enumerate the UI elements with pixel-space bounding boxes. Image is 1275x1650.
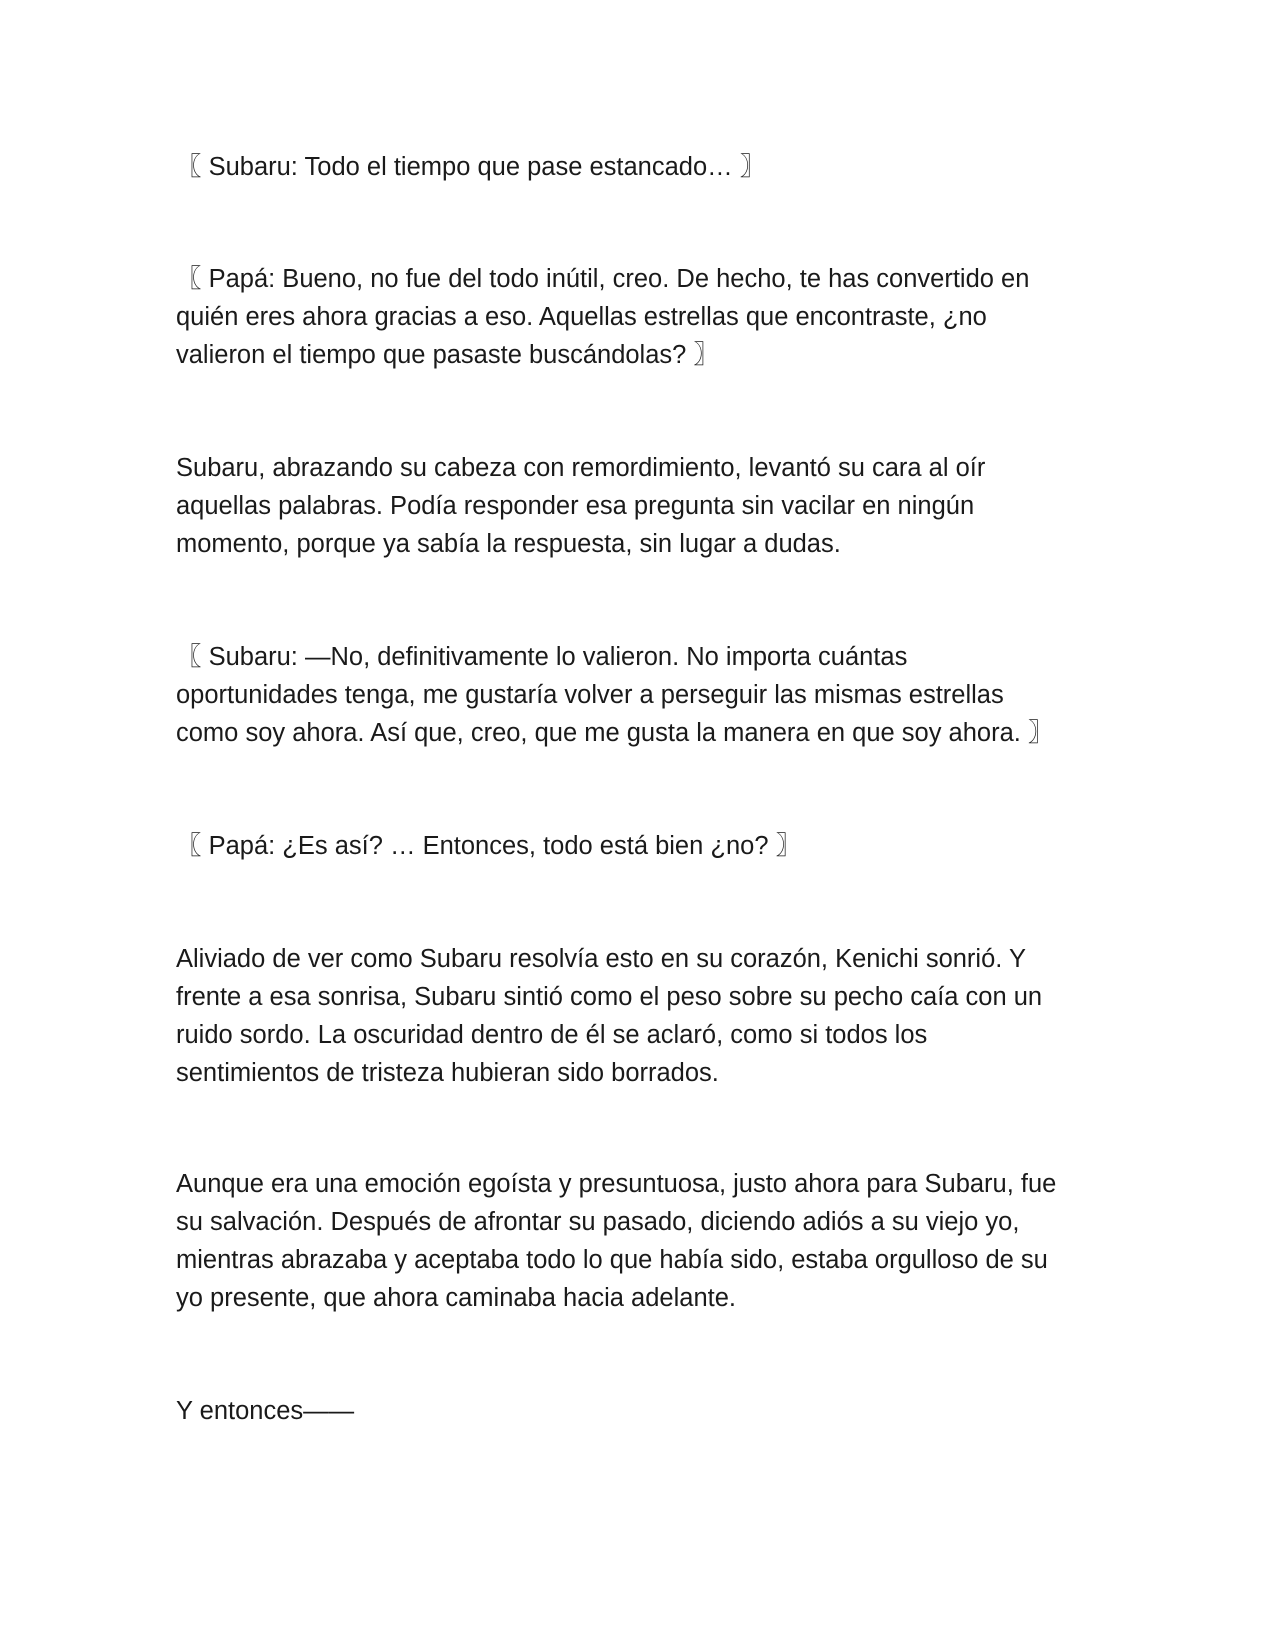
text-line: quién eres ahora gracias a eso. Aquellas estrellas que encontraste, ¿no bbox=[176, 303, 987, 331]
text-line: yo presente, que ahora caminaba hacia adelante. bbox=[176, 1284, 736, 1312]
text-line: momento, porque ya sabía la respuesta, sin lugar a dudas. bbox=[176, 530, 841, 558]
narration-subaru-raises-face bbox=[176, 449, 1106, 563]
text-line: 〖 Papá: ¿Es así? … Entonces, todo está bien ¿no? 〗 bbox=[176, 832, 802, 860]
text-line: mientras abrazaba y aceptaba todo lo que había sido, estaba orgulloso de su bbox=[176, 1246, 1048, 1274]
narration-salvation bbox=[176, 1165, 1106, 1317]
text-line: Aunque era una emoción egoísta y presuntuosa, justo ahora para Subaru, fue bbox=[176, 1170, 1057, 1198]
dialogue-subaru-worth-it bbox=[176, 638, 1106, 752]
text-line: 〖 Papá: Bueno, no fue del todo inútil, creo. De hecho, te has convertido en bbox=[176, 265, 1030, 293]
dialogue-papa-not-useless bbox=[176, 260, 1106, 374]
text-line: 〖 Subaru: —No, definitivamente lo valieron. No importa cuántas bbox=[176, 643, 908, 671]
text-line: ruido sordo. La oscuridad dentro de él se aclaró, como si todos los bbox=[176, 1021, 928, 1049]
text-line: frente a esa sonrisa, Subaru sintió como el peso sobre su pecho caía con un bbox=[176, 983, 1043, 1011]
text-line: sentimientos de tristeza hubieran sido borrados. bbox=[176, 1059, 719, 1087]
dialogue-papa-all-good bbox=[176, 827, 1106, 865]
text-line: Aliviado de ver como Subaru resolvía esto en su corazón, Kenichi sonrió. Y bbox=[176, 945, 1026, 973]
text-line: Y entonces—— bbox=[176, 1397, 355, 1425]
text-line: su salvación. Después de afrontar su pasado, diciendo adiós a su viejo yo, bbox=[176, 1208, 1020, 1236]
text-line: como soy ahora. Así que, creo, que me gusta la manera en que soy ahora. 〗 bbox=[176, 719, 1054, 747]
text-line: aquellas palabras. Podía responder esa pregunta sin vacilar en ningún bbox=[176, 492, 975, 520]
text-line: 〖 Subaru: Todo el tiempo que pase estancado… 〗 bbox=[176, 153, 766, 181]
text-line: valieron el tiempo que pasaste buscándolas? 〗 bbox=[176, 341, 719, 369]
text-line: Subaru, abrazando su cabeza con remordimiento, levantó su cara al oír bbox=[176, 454, 986, 482]
narration-and-then bbox=[176, 1392, 1106, 1430]
text-line: oportunidades tenga, me gustaría volver a perseguir las mismas estrellas bbox=[176, 681, 1004, 709]
narration-kenichi-smiles bbox=[176, 940, 1106, 1092]
dialogue-subaru-stagnant bbox=[176, 148, 1106, 186]
